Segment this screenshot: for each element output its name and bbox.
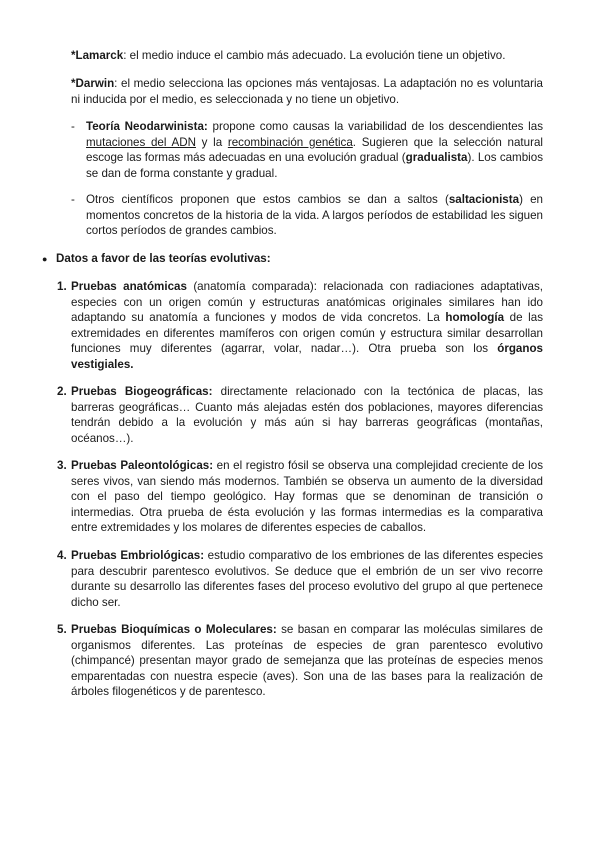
lamarck-paragraph xyxy=(71,48,543,64)
neodarwinista-text-2: y la xyxy=(195,135,228,149)
neodarwinista-title: Teoría Neodarwinista: xyxy=(86,120,208,133)
prueba-1-number: 1. xyxy=(57,280,67,293)
neodarwinista-text-4: ). Los cambios se dan de forma constante y gradual. xyxy=(86,151,543,180)
prueba-2-number: 2. xyxy=(57,385,67,398)
prueba-2-text: directamente relacionado con la tectónica de placas, las barreras geográficas… Cuanto más alejadas estén dos poblaciones, mayores diferencias tendrán debido a la evolución y más aún si hay barreras geográficas (montañas, océanos…). xyxy=(71,385,543,445)
saltacionista-text-1: Otros científicos proponen que estos cambios se dan a saltos ( xyxy=(86,193,449,206)
prueba-3-text: en el registro fósil se observa una complejidad creciente de los seres vivos, van siendo más modernos. También se observa un aumento de la diversidad con el paso del tiempo geológico. Hay formas que se denominan de transición o intermedias. Otra prueba de ésta evolución y las formas intermedias es la comparativa entre extremidades y los molares de diferentes especies de caballos. xyxy=(71,459,543,535)
neodarwinista-paragraph xyxy=(86,119,543,181)
saltacionista-term: saltacionista xyxy=(448,193,520,206)
prueba-4-text: estudio comparativo de los embriones de las diferentes especies para descubrir parentesco evolutivos. Se deduce que el embrión de un ser vivo recorre durante su desarrollo las diferentes fases del proceso evolutivo del grupo al que pertenece dicho ser. xyxy=(71,549,543,609)
prueba-2-paragraph xyxy=(71,384,543,446)
datos-heading xyxy=(56,251,543,267)
prueba-1-title: Pruebas anatómicas xyxy=(71,280,187,293)
prueba-4-paragraph xyxy=(71,548,543,610)
gradualista-term: gradualista xyxy=(405,151,468,165)
prueba-3-paragraph xyxy=(71,458,543,536)
prueba-1-text-2: de las extremidades en diferentes mamíferos con origen común y estructura similar desarrollan funciones muy diferentes (agarrar, volar, nadar…). Otra prueba son los xyxy=(71,311,543,356)
prueba-5-title: Pruebas Bioquímicas o Moleculares: xyxy=(71,623,277,636)
organos-vestigiales-term: órganos vestigiales. xyxy=(71,342,543,371)
darwin-text: : el medio selecciona las opciones más ventajosas. La adaptación no es voluntaria ni inducida por el medio, es seleccionada y no tiene un objetivo. xyxy=(71,77,543,106)
neodarwinista-text-3: . Sugieren que la selección natural escoge las formas más adecuadas en una evolución gradual ( xyxy=(86,135,543,165)
prueba-3-title: Pruebas Paleontológicas: xyxy=(71,459,214,472)
darwin-name: *Darwin xyxy=(71,77,115,90)
darwin-paragraph xyxy=(71,76,543,107)
prueba-5-paragraph xyxy=(71,622,543,700)
saltacionista-paragraph xyxy=(86,192,543,239)
prueba-3-number: 3. xyxy=(57,459,67,472)
prueba-1-text-1: (anatomía comparada): relacionada con radiaciones adaptativas, especies con un origen común y estructuras anatómicas originales similares han ido adaptando su anatomía a funciones y modos de vida concretos. La xyxy=(71,280,543,325)
lamarck-text: : el medio induce el cambio más adecuado. La evolución tiene un objetivo. xyxy=(123,49,506,62)
prueba-5-number: 5. xyxy=(57,623,67,636)
prueba-4-title: Pruebas Embriológicas: xyxy=(71,549,205,562)
recombinacion-link[interactable]: recombinación genética xyxy=(227,135,353,149)
lamarck-name: *Lamarck xyxy=(71,49,124,62)
neodarwinista-dash: - xyxy=(71,120,75,133)
prueba-5-text: se basan en comparar las moléculas similares de organismos diferentes. Las proteínas de especies de gran parentesco evolutivo (chimpancé) presentan mayor grado de semejanza que las proteínas de especies menos emparentadas con nuestra especie (aves). Son una de las bases para la realización de árboles filogenéticos y de parentesco. xyxy=(71,623,543,699)
saltacionista-dash: - xyxy=(71,193,75,206)
datos-bullet: ● xyxy=(42,254,48,264)
mutaciones-link[interactable]: mutaciones del ADN xyxy=(86,135,196,149)
datos-title: Datos a favor de las teorías evolutivas: xyxy=(56,252,271,265)
homologia-term: homología xyxy=(445,311,505,325)
prueba-4-number: 4. xyxy=(57,549,67,562)
prueba-2-title: Pruebas Biogeográficas: xyxy=(71,385,213,398)
saltacionista-text-2: ) en momentos concretos de la historia de la vida. A largos períodos de estabilidad les siguen cortos períodos de grandes cambios. xyxy=(86,193,543,238)
prueba-1-paragraph xyxy=(71,279,543,373)
neodarwinista-text-1: propone como causas la variabilidad de los descendientes las xyxy=(207,120,543,133)
